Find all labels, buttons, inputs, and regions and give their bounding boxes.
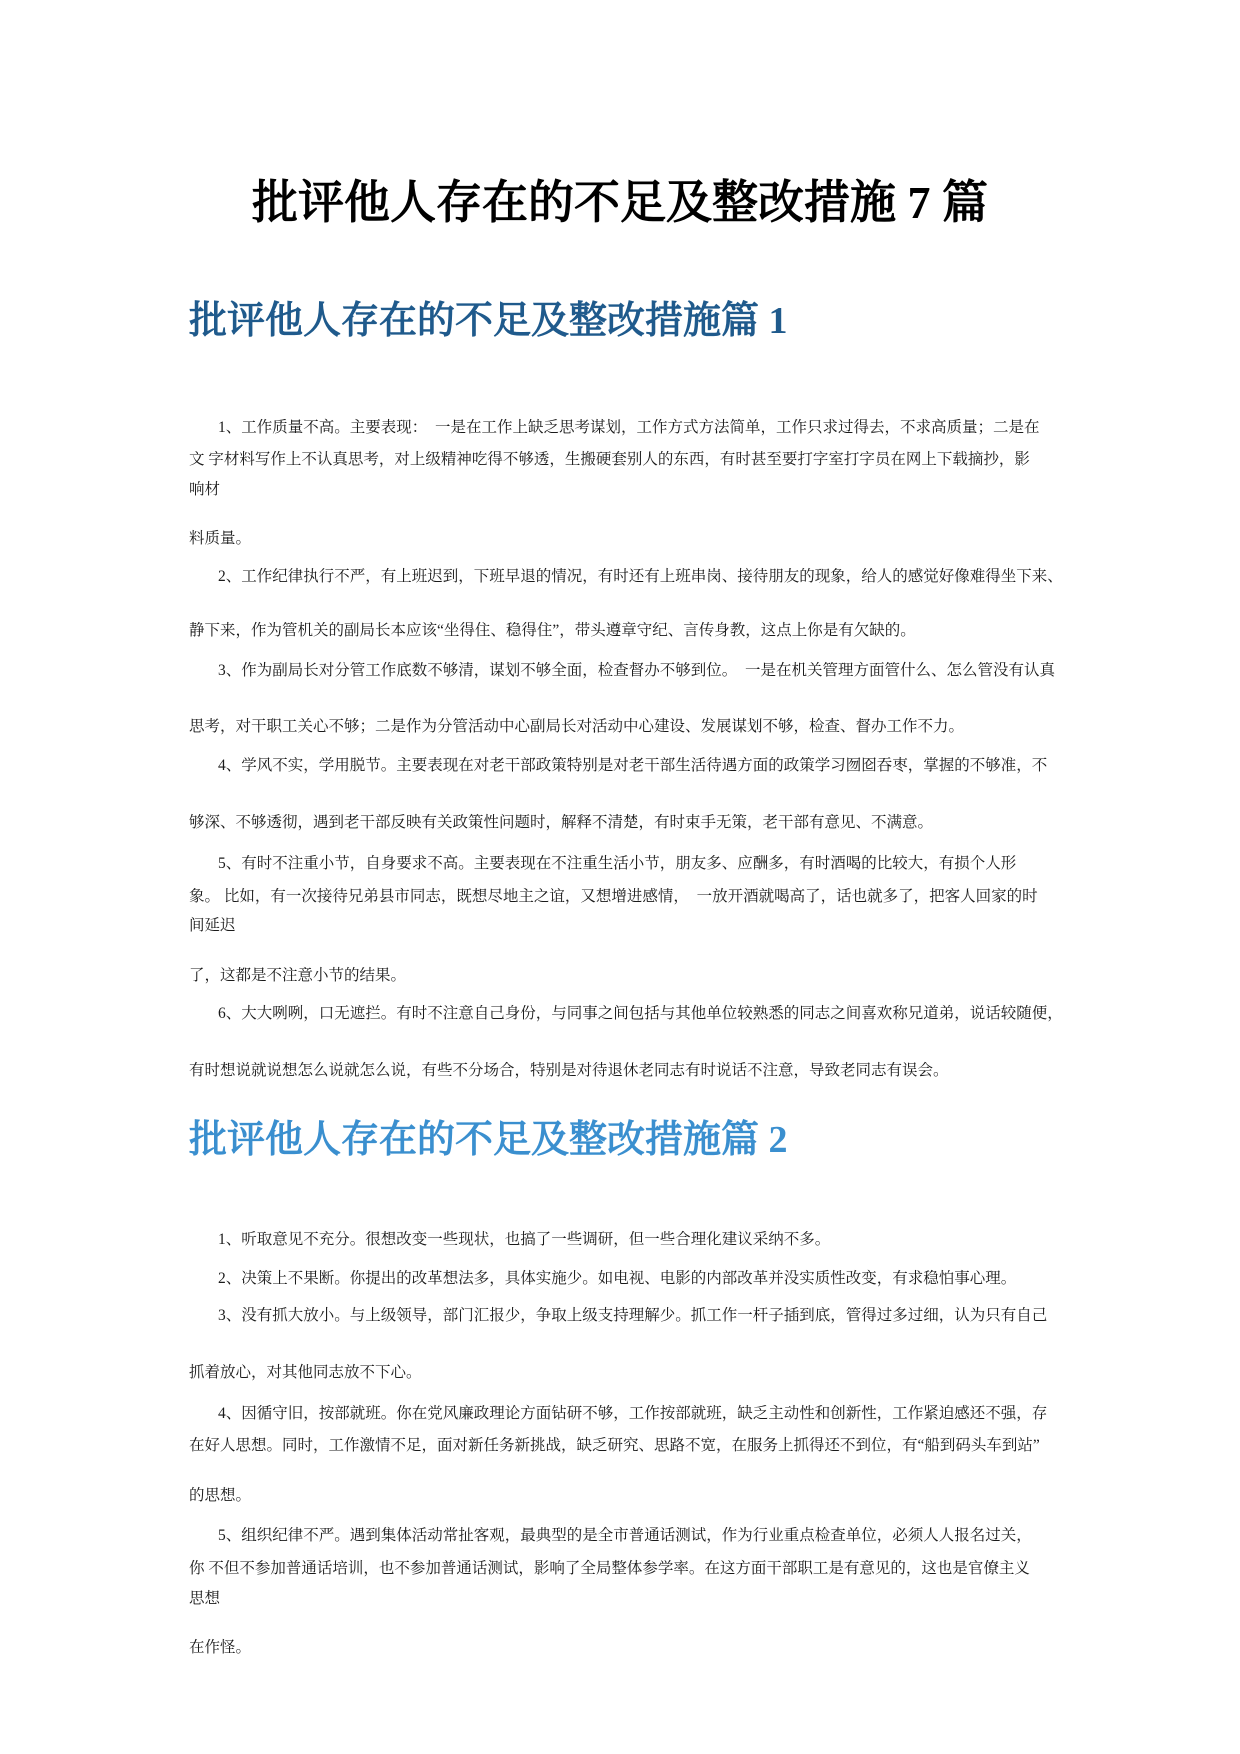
body-line: 象。 比如，有一次接待兄弟县市同志，既想尽地主之谊，又想增进感情， 一放开酒就喝高了，话也就多了，把客人回家的时 [189,888,1038,905]
body-line: 3、作为副局长对分管工作底数不够清，谋划不够全面，检查督办不够到位。 一是在机关管理方面管什么、怎么管没有认真 [218,662,1056,679]
body-line: 思想 [189,1590,221,1607]
section-heading: 批评他人存在的不足及整改措施篇 1 [189,300,788,342]
body-line: 响材 [189,481,221,498]
body-line: 在作怪。 [189,1639,252,1656]
body-line: 6、大大咧咧，口无遮拦。有时不注意自己身份，与同事之间包括与其他单位较熟悉的同志之间喜欢称兄道弟，说话较随便， [218,1005,1063,1022]
body-line: 静下来，作为管机关的副局长本应该“坐得住、稳得住”，带头遵章守纪、言传身教，这点上你是有欠缺的。 [189,622,916,639]
body-line: 4、学风不实，学用脱节。主要表现在对老干部政策特别是对老干部生活待遇方面的政策学习囫囵吞枣，掌握的不够准，不 [218,757,1048,774]
body-line: 4、因循守旧，按部就班。你在党风廉政理论方面钻研不够，工作按部就班，缺乏主动性和创新性，工作紧迫感还不强，存 [218,1405,1048,1422]
section-heading: 批评他人存在的不足及整改措施篇 2 [189,1119,788,1161]
body-line: 思考，对干职工关心不够；二是作为分管活动中心副局长对活动中心建设、发展谋划不够，检查、督办工作不力。 [189,718,965,735]
body-line: 了，这都是不注意小节的结果。 [189,967,407,984]
body-line: 2、决策上不果断。你提出的改革想法多，具体实施少。如电视、电影的内部改革并没实质性改变，有求稳怕事心理。 [218,1270,1017,1287]
body-line: 抓着放心，对其他同志放不下心。 [189,1364,422,1381]
body-line: 1、工作质量不高。主要表现： 一是在工作上缺乏思考谋划，工作方式方法简单，工作只求过得去，不求高质量；二是在 [218,419,1040,436]
body-line: 有时想说就说想怎么说就怎么说，有些不分场合，特别是对待退休老同志有时说话不注意，导致老同志有误会。 [189,1062,949,1079]
body-line: 5、有时不注重小节，自身要求不高。主要表现在不注重生活小节，朋友多、应酬多，有时酒喝的比较大，有损个人形 [218,855,1017,872]
body-line: 的思想。 [189,1487,252,1504]
body-line: 5、组织纪律不严。遇到集体活动常扯客观，最典型的是全市普通话测试，作为行业重点检查单位，必须人人报名过关， [218,1527,1032,1544]
body-line: 间延迟 [189,917,236,934]
body-line: 2、工作纪律执行不严，有上班迟到，下班早退的情况，有时还有上班串岗、接待朋友的现象，给人的感觉好像难得坐下来、 [218,568,1063,585]
body-line: 够深、不够透彻，遇到老干部反映有关政策性问题时，解释不清楚，有时束手无策，老干部有意见、不满意。 [189,814,934,831]
body-line: 3、没有抓大放小。与上级领导，部门汇报少，争取上级支持理解少。抓工作一杆子插到底，管得过多过细，认为只有自己 [218,1307,1048,1324]
body-line: 料质量。 [189,530,252,547]
body-line: 文 字材料写作上不认真思考，对上级精神吃得不够透，生搬硬套别人的东西，有时甚至要打字室打字员在网上下载摘抄，影 [189,451,1030,468]
body-line: 在好人思想。同时，工作激情不足，面对新任务新挑战，缺乏研究、思路不宽，在服务上抓得还不到位，有“船到码头车到站” [189,1437,1040,1454]
body-line: 1、听取意见不充分。很想改变一些现状，也搞了一些调研，但一些合理化建议采纳不多。 [218,1231,831,1248]
body-line: 你 不但不参加普通话培训，也不参加普通话测试，影响了全局整体参学率。在这方面干部职工是有意见的，这也是官僚主义 [189,1560,1030,1577]
document-title: 批评他人存在的不足及整改措施 7 篇 [252,177,988,228]
